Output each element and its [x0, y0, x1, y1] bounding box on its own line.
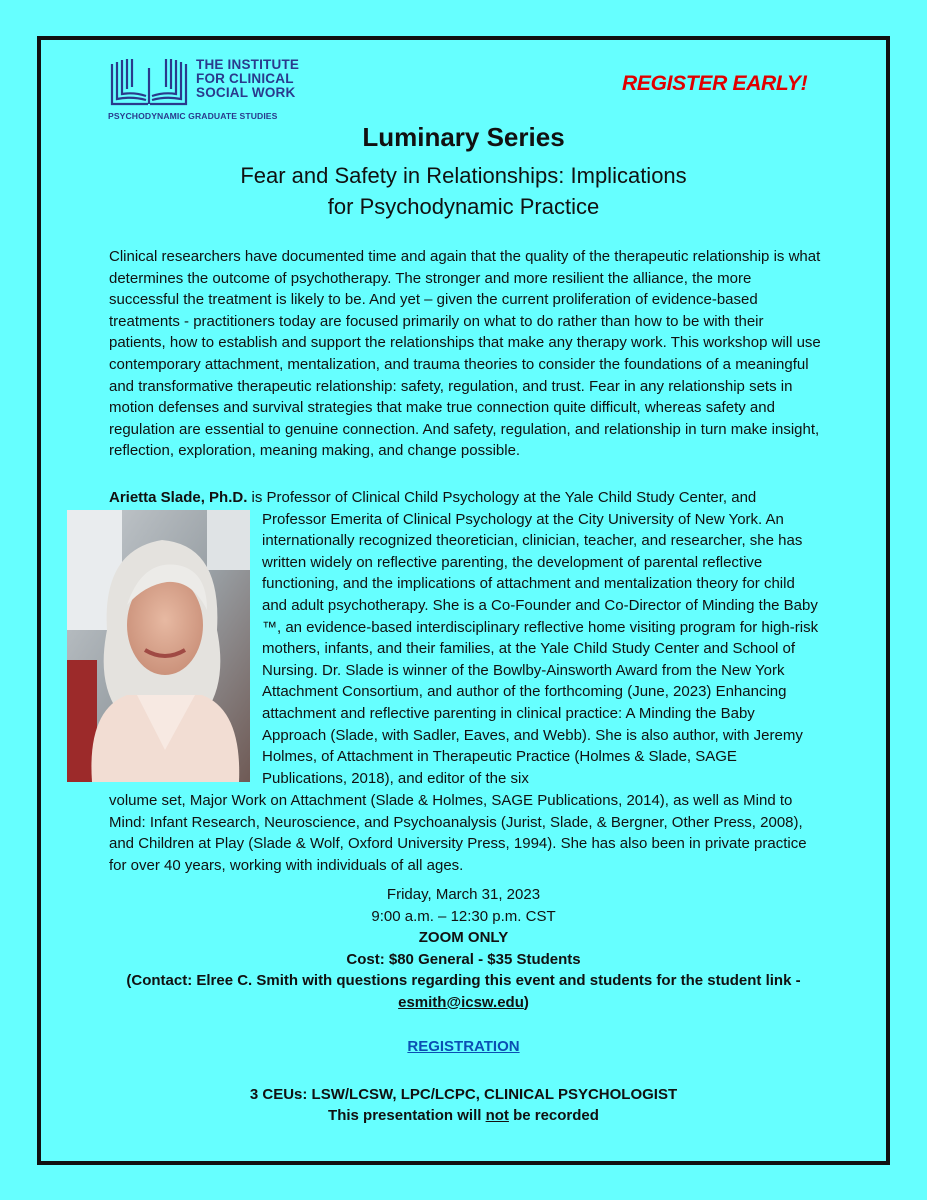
recording-note [100, 1105, 827, 1126]
event-date: Friday, March 31, 2023 [386, 886, 541, 903]
logo-subtitle: PSYCHODYNAMIC GRADUATE STUDIES [108, 111, 278, 121]
recording-note-not: not [485, 1107, 509, 1124]
workshop-description: Clinical researchers have documented time and again that the quality of the therapeutic relationship is what determines the outcome of psychotherapy. The stronger and more resilient the alliance, the more successful the treatment is likely to be. And yet – given the current proliferation of evidence-based treatments - practitioners today are focused primarily on what to do rather than how to be with their patients, how to establish and support the relationships that make any therapy work. This workshop will use contemporary attachment, mentalization, and trauma theories to consider the foundations of a meaningful and transformative therapeutic relationship: safety, regulation, and trust. Fear in any relationship sets in motion defenses and survival strategies that make true connection quite difficult, whereas safety and regulation are essential to genuine connection. And safety, regulation, and relationship in turn make insight, reflection, exploration, meaning making, and change possible. [109, 248, 821, 460]
registration-link[interactable]: REGISTRATION [407, 1038, 520, 1055]
contact-email-link[interactable]: esmith@icsw.edu [398, 993, 524, 1011]
event-cost: Cost: $80 General - $35 Students [346, 950, 581, 968]
logo-line-1: THE INSTITUTE [196, 57, 300, 72]
workshop-title-line-2: for Psychodynamic Practice [327, 194, 600, 219]
event-format: ZOOM ONLY [418, 929, 509, 946]
workshop-title-line-1: Fear and Safety in Relationships: Implications [240, 163, 687, 188]
logo-line-3: SOCIAL WORK [196, 85, 296, 100]
institute-logo [108, 56, 299, 121]
contact-close: ) [523, 993, 529, 1011]
ceu-credits: 3 CEUs: LSW/LCSW, LPC/LCPC, CLINICAL PSYCHOLOGIST [249, 1086, 678, 1103]
bio-indented-text: Professor Emerita of Clinical Psychology at the City University of New York. An internationally recognized theoretician, clinician, teacher, and researcher, she has written widely on reflective parenting, the development of parental reflective functioning, and the implications of attachment and mentalization theory for child and adult psychotherapy. She is a Co-Founder and Co-Director of Minding the Baby ™, an evidence-based interdisciplinary reflective home visiting program for high-risk mothers, infants, and their families, at the Yale Child Study Center and School of Nursing. Dr. Slade is winner of the Bowlby-Ainsworth Award from the New York Attachment Consortium, and author of the forthcoming (June, 2023) Enhancing attachment and reflective parenting in clinical practice: A Minding the Baby Approach (Slade, with Sadler, Eaves, and Webb). She is also author, with Jeremy Holmes, of Attachment in Therapeutic Practice (Holmes & Slade, SAGE Publications, 2018), and editor of the six [262, 510, 819, 787]
recording-note-before: This presentation will [328, 1107, 486, 1124]
event-time: 9:00 a.m. – 12:30 p.m. CST [371, 907, 556, 925]
event-details [100, 884, 827, 1013]
workshop-title [200, 160, 727, 222]
contact-line: (Contact: Elree C. Smith with questions regarding this event and students for the student link - [126, 972, 801, 989]
registration-row [100, 1038, 827, 1055]
series-title: Luminary Series [362, 122, 565, 152]
contact-email-line [100, 992, 827, 1014]
recording-note-after: be recorded [508, 1107, 599, 1124]
register-early-banner: REGISTER EARLY! [622, 72, 808, 95]
ceu-info [100, 1084, 827, 1126]
bio-remainder-text: volume set, Major Work on Attachment (Slade & Holmes, SAGE Publications, 2014), as well as Mind to Mind: Infant Research, Neuroscience, and Psychoanalysis (Jurist, Slade, & Bergner, Other Press, 2008), and Children at Play (Slade & Wolf, Oxford University Press, 1994). She has also been in private practice for over 40 years, working with individuals of all ages. [109, 792, 807, 874]
speaker-photo [67, 510, 250, 782]
speaker-name: Arietta Slade, Ph.D. [109, 489, 248, 506]
logo-line-2: FOR CLINICAL [196, 71, 294, 86]
bio-first-line-text: is Professor of Clinical Child Psychology at the Yale Child Study Center, and [247, 489, 757, 506]
speaker-portrait-image [67, 510, 250, 782]
books-logo-icon [108, 56, 190, 108]
bio-first-line [109, 487, 821, 509]
